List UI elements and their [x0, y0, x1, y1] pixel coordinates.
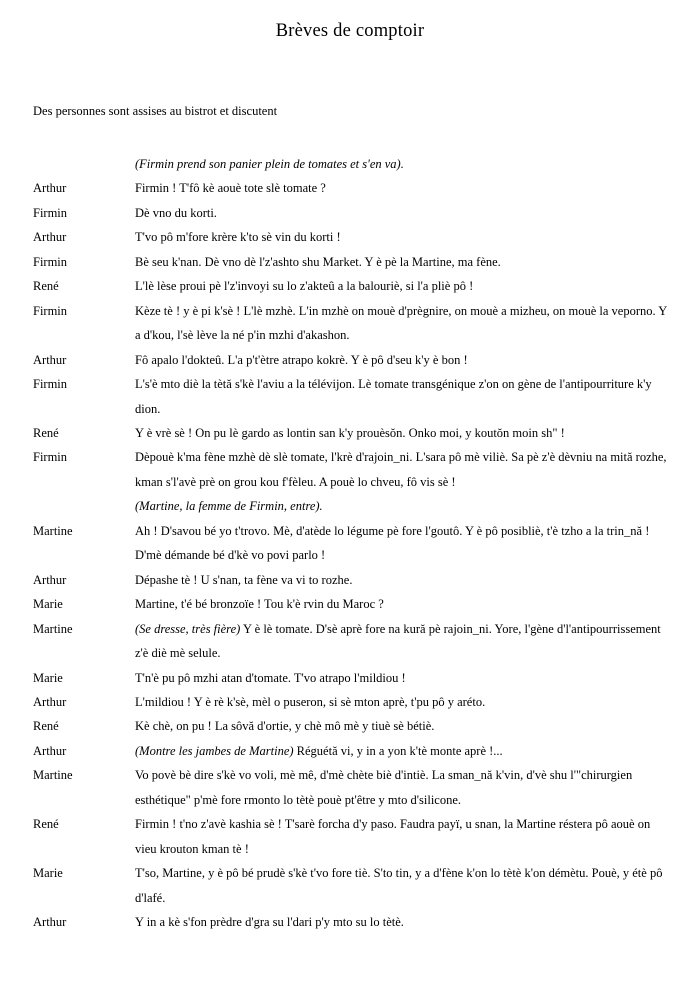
dialogue-entry — [33, 812, 672, 861]
speech-segment: Bè seu k'nan. Dè vno dè l'z'ashto shu Market. Y è pè la Martine, ma fène. — [135, 254, 501, 269]
speech-segment: L's'è mto diè la tètă s'kè l'aviu a la télévijon. Lè tomate transgénique z'on on gène de l'antipourriture k'y dion. — [135, 377, 652, 416]
dialogue-entry — [33, 568, 672, 592]
speaker-label: Arthur — [33, 352, 67, 367]
speaker-label: Firmin — [33, 450, 68, 465]
speaker-label: Marie — [33, 597, 63, 612]
speech-text — [135, 519, 672, 568]
speaker-label: René — [33, 817, 59, 832]
speaker-label: Martine — [33, 621, 73, 636]
dialogue-entry — [33, 714, 672, 738]
speech-text — [135, 763, 672, 812]
speech-segment: Réguétă vi, y in a yon k'tè monte aprè !... — [293, 743, 503, 758]
speech-text — [135, 910, 672, 934]
dialogue-entry — [33, 274, 672, 298]
speaker-label: Firmin — [33, 205, 68, 220]
dialogue — [33, 152, 672, 935]
speech-segment: Firmin ! t'no z'avè kashia sè ! T'sarè forcha d'y paso. Faudra payï, u snan, la Martine réstera pô aouè on vieu krouton kman tè ! — [135, 817, 651, 856]
stage-direction: (Firmin prend son panier plein de tomates et s'en va). — [135, 157, 404, 171]
dialogue-entry — [33, 176, 672, 200]
stage-direction: (Se dresse, très fière) — [135, 621, 241, 636]
dialogue-entry — [33, 519, 672, 568]
dialogue-entry — [33, 225, 672, 249]
speech-text — [135, 152, 672, 176]
dialogue-entry — [33, 421, 672, 445]
speech-segment: T'n'è pu pô mzhi atan d'tomate. T'vo atrapo l'mildiou ! — [135, 670, 406, 685]
speech-text — [135, 494, 672, 518]
dialogue-entry — [33, 617, 672, 666]
speech-text — [135, 812, 672, 861]
dialogue-entry — [33, 445, 672, 494]
dialogue-entry — [33, 372, 672, 421]
speech-text — [135, 739, 672, 763]
dialogue-entry — [33, 910, 672, 934]
speech-text — [135, 592, 672, 616]
speech-segment: Fô apalo l'dokteû. L'a p't'ètre atrapo kokrè. Y è pô d'seu k'y è bon ! — [135, 352, 468, 367]
speech-segment: Dè vno du korti. — [135, 205, 217, 220]
dialogue-entry — [33, 690, 672, 714]
speaker-label: Marie — [33, 670, 63, 685]
speaker-label: Martine — [33, 523, 73, 538]
speech-text — [135, 714, 672, 738]
speech-text — [135, 176, 672, 200]
speaker-label: Marie — [33, 866, 63, 881]
speech-segment: T'vo pô m'fore krère k'to sè vin du korti ! — [135, 230, 341, 245]
speech-segment: Y è lè tomate. D'sè aprè fore na kură pè rajoin_ni. Yore, l'gène d'l'antipourrissement z'è diè mè selule. — [135, 621, 661, 661]
speech-text — [135, 225, 672, 249]
speaker-label: Arthur — [33, 572, 67, 587]
page-title: Brèves de comptoir — [275, 21, 425, 41]
speech-segment: Martine, t'é bé bronzoïe ! Tou k'è rvin du Maroc ? — [135, 597, 384, 612]
speaker-label: Firmin — [33, 303, 68, 318]
dialogue-entry — [33, 152, 672, 176]
dialogue-entry — [33, 739, 672, 763]
speaker-label: Martine — [33, 768, 73, 783]
speaker-label — [33, 494, 135, 518]
speech-text — [135, 274, 672, 298]
speech-segment: Y è vrè sè ! On pu lè gardo as lontin san k'y prouèsŏn. Onko moi, y koutŏn moin sh" ! — [135, 425, 565, 440]
speaker-label: Arthur — [33, 181, 67, 196]
speech-text — [135, 445, 672, 494]
speech-text — [135, 861, 672, 910]
dialogue-entry — [33, 348, 672, 372]
speech-segment: Kè chè, on pu ! La sôvă d'ortie, y chè mô mè y tiuè sè bétiè. — [135, 719, 435, 734]
speaker-label: Arthur — [33, 743, 67, 758]
speech-segment: Firmin ! T'fô kè aouè tote slè tomate ? — [135, 181, 326, 196]
speaker-label: Arthur — [33, 230, 67, 245]
dialogue-entry — [33, 250, 672, 274]
speech-segment: Vo povè bè dire s'kè vo voli, mè mê, d'mè chète biè d'intiè. La sman_nă k'vin, d'vè shu l'"chirurgien esthétique" p'mè fore rmonto lo tètè pouè pt'être y mto d'silicone. — [135, 768, 633, 807]
speaker-label — [33, 152, 135, 176]
dialogue-entry — [33, 861, 672, 910]
speech-segment: Kèze tè ! y è pi k'sè ! L'lè mzhè. L'in mzhè on mouè d'prègnire, on mouè a mizheu, on mouè la veporno. Y a d'kou, l'sè lève la né p'in mzhi d'akashon. — [135, 303, 667, 343]
speech-text — [135, 299, 672, 348]
speaker-label: René — [33, 425, 59, 440]
speaker-label: René — [33, 719, 59, 734]
speaker-label: René — [33, 279, 59, 294]
speech-text — [135, 372, 672, 421]
speaker-label: Arthur — [33, 915, 67, 930]
speech-text — [135, 250, 672, 274]
speech-text — [135, 421, 672, 445]
speech-segment: Y in a kè s'fon prèdre d'gra su l'dari p'y mto su lo tètè. — [135, 915, 404, 930]
speaker-label: Firmin — [33, 254, 68, 269]
speech-segment: Dèpouè k'ma fène mzhè dè slè tomate, l'krè d'rajoin_ni. L'sara pô mè viliè. Sa pè z'è dèvniu na mită rozhe, kman s'l'avè prè on grou kou f'fèleu. A pouè lo chveu, fô vis sè ! — [135, 450, 667, 489]
dialogue-entry — [33, 666, 672, 690]
speech-text — [135, 617, 672, 666]
stage-direction: (Martine, la femme de Firmin, entre). — [135, 499, 323, 514]
speaker-label: Arthur — [33, 694, 67, 709]
speaker-label: Firmin — [33, 377, 68, 392]
speech-text — [135, 690, 672, 714]
stage-direction: (Montre les jambes de Martine) — [135, 743, 294, 758]
speech-text — [135, 666, 672, 690]
speech-segment: Ah ! D'savou bé yo t'trovo. Mè, d'atède lo légume pè fore l'goutô. Y è pô posibliè, t'è tzho a la trin_nă ! D'mè démande bé d'kè vo povi parlo ! — [135, 523, 650, 563]
speech-segment: T'so, Martine, y è pô bé prudè s'kè t'vo fore tiè. S'to tin, y a d'fène k'on lo tètè k'on démètu. Pouè, y étè pô d'lafé. — [135, 866, 663, 905]
dialogue-entry — [33, 201, 672, 225]
speech-text — [135, 348, 672, 372]
intro-text: Des personnes sont assises au bistrot et discutent — [33, 104, 278, 118]
dialogue-entry — [33, 299, 672, 348]
speech-segment: L'lè lèse proui pè l'z'invoyi su lo z'akteû a la balouriè, si l'a pliè pô ! — [135, 279, 474, 294]
dialogue-entry — [33, 763, 672, 812]
speech-text — [135, 568, 672, 592]
speech-text — [135, 201, 672, 225]
dialogue-entry — [33, 592, 672, 616]
speech-segment: Dépashe tè ! U s'nan, ta fène va vi to rozhe. — [135, 572, 353, 587]
dialogue-entry — [33, 494, 672, 518]
speech-segment: L'mildiou ! Y è rè k'sè, mèl o puseron, si sè mton aprè, t'pu pô y aréto. — [135, 694, 486, 709]
